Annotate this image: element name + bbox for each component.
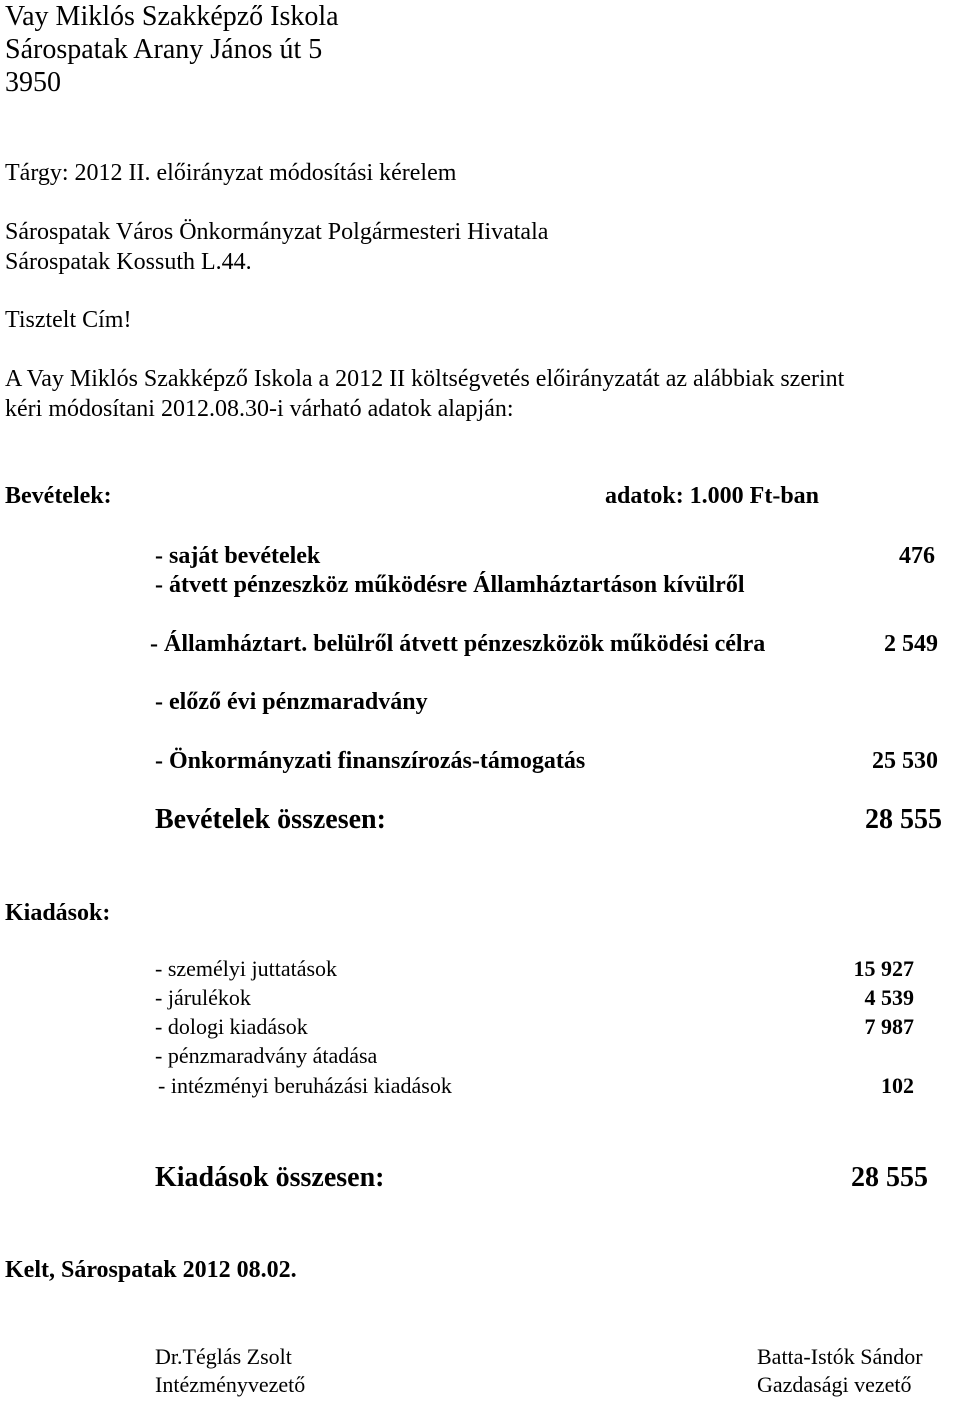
expense-item-label: - intézményi beruházási kiadások bbox=[158, 1073, 452, 1098]
sender-zip: 3950 bbox=[5, 67, 61, 98]
expense-item-value: 15 927 bbox=[853, 956, 914, 981]
income-item-value: 476 bbox=[899, 543, 935, 569]
income-total-value: 28 555 bbox=[865, 804, 942, 835]
income-item-value: 2 549 bbox=[884, 631, 938, 657]
income-item-label: - átvett pénzeszköz működésre Államháztartáson kívülről bbox=[155, 572, 745, 598]
date-line: Kelt, Sárospatak 2012 08.02. bbox=[5, 1257, 297, 1283]
expenses-total-value: 28 555 bbox=[851, 1162, 928, 1193]
intro-line-1: A Vay Miklós Szakképző Iskola a 2012 II költségvetés előirányzatát az alábbiak szerint bbox=[5, 366, 845, 392]
signature-name: Batta-Istók Sándor bbox=[757, 1344, 923, 1369]
expense-item-value: 102 bbox=[881, 1073, 914, 1098]
expense-item-label: - járulékok bbox=[155, 985, 251, 1010]
intro-line-2: kéri módosítani 2012.08.30-i várható adatok alapján: bbox=[5, 396, 514, 422]
signature-name: Dr.Téglás Zsolt bbox=[155, 1344, 292, 1369]
expenses-total-label: Kiadások összesen: bbox=[155, 1162, 385, 1193]
income-item-label: - előző évi pénzmaradvány bbox=[155, 689, 428, 715]
signature-title: Gazdasági vezető bbox=[757, 1372, 912, 1397]
income-heading: Bevételek: bbox=[5, 483, 112, 509]
income-item-label: - saját bevételek bbox=[155, 543, 321, 569]
unit-note: adatok: 1.000 Ft-ban bbox=[605, 483, 820, 509]
expense-item-label: - pénzmaradvány átadása bbox=[155, 1043, 378, 1068]
salutation: Tisztelt Cím! bbox=[5, 307, 132, 333]
expenses-heading: Kiadások: bbox=[5, 900, 111, 926]
expense-item-label: - személyi juttatások bbox=[155, 956, 338, 981]
income-item-label: - Önkormányzati finanszírozás-támogatás bbox=[155, 748, 586, 774]
signature-title: Intézményvezető bbox=[155, 1372, 306, 1397]
expense-item-value: 4 539 bbox=[864, 985, 914, 1010]
recipient-address: Sárospatak Kossuth L.44. bbox=[5, 249, 252, 275]
sender-name: Vay Miklós Szakképző Iskola bbox=[5, 1, 339, 32]
income-item-value: 25 530 bbox=[872, 748, 938, 774]
recipient-name: Sárospatak Város Önkormányzat Polgármesteri Hivatala bbox=[5, 219, 549, 245]
expense-item-value: 7 987 bbox=[864, 1014, 914, 1039]
sender-address: Sárospatak Arany János út 5 bbox=[5, 34, 323, 65]
expense-item-label: - dologi kiadások bbox=[155, 1014, 308, 1039]
income-item-label: - Államháztart. belülről átvett pénzeszközök működési célra bbox=[150, 631, 766, 657]
income-total-label: Bevételek összesen: bbox=[155, 804, 386, 835]
subject-line: Tárgy: 2012 II. előirányzat módosítási kérelem bbox=[5, 160, 457, 186]
